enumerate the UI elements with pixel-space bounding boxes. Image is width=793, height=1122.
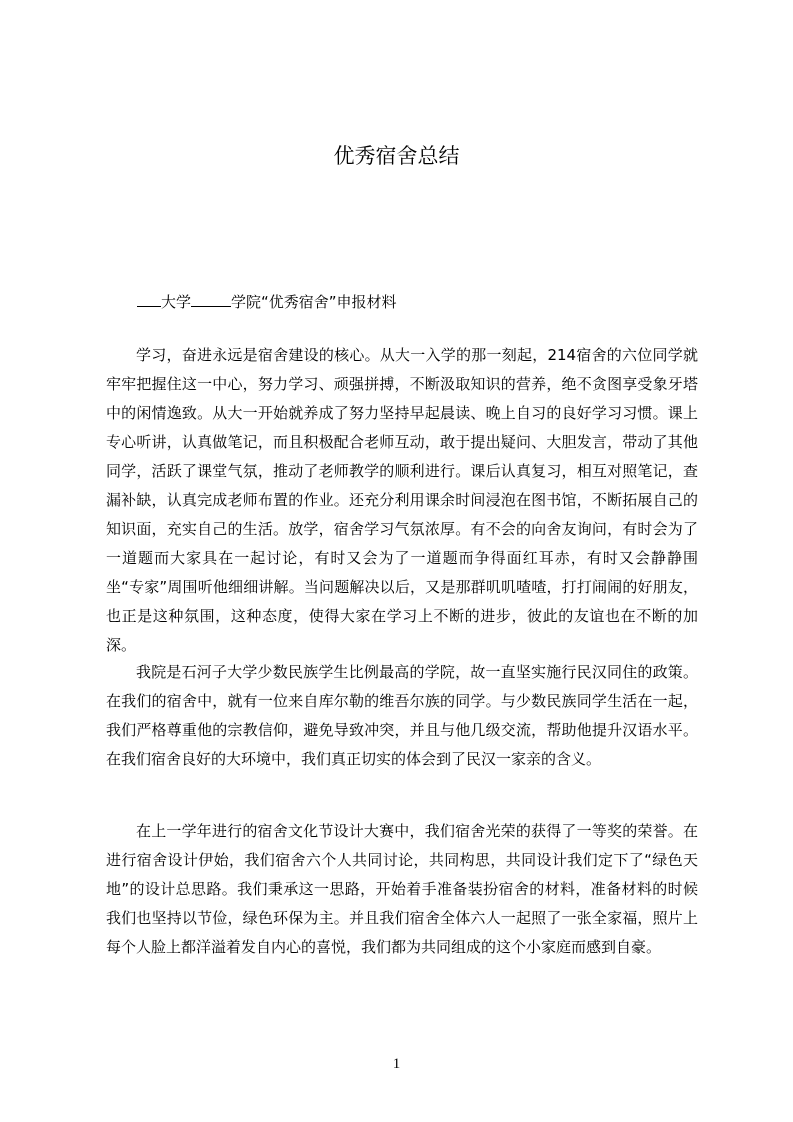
application-subtitle [137,288,397,315]
page-number: 1 [392,1056,401,1072]
paragraph-dorm-culture: 在上一学年进行的宿舍文化节设计大赛中，我们宿舍光荣的获得了一等奖的荣誉。在进行宿舍设计伊始，我们宿舍六个人共同讨论，共同构思，共同设计我们定下了“绿色天地”的设计总思路。我们秉承这一思路，开始着手准备装扮宿舍的材料，准备材料的时候我们也坚持以节俭，绿色环保为主。并且我们宿舍全体六人一起照了一张全家福，照片上每个人脸上都洋溢着发自内心的喜悦，我们都为共同组成的这个小家庭而感到自豪。 [106,822,698,956]
paragraph-study: 学习，奋进永远是宿舍建设的核心。从大一入学的那一刻起，214宿舍的六位同学就牢牢把握住这一中心，努力学习、顽强拼搏，不断汲取知识的营养，绝不贪图享受象牙塔中的闲情逸致。从大一开始就养成了努力坚持早起晨读、晚上自习的良好学习习惯。课上专心听讲，认真做笔记，而且积极配合老师互动，敢于提出疑问、大胆发言，带动了其他同学，活跃了课堂气氛，推动了老师教学的顺利进行。课后认真复习，相互对照笔记，查漏补缺，认真完成老师布置的作业。还充分利用课余时间浸泡在图书馆，不断拓展自己的知识面，充实自己的生活。放学，宿舍学习气氛浓厚。有不会的向舍友询问，有时会为了一道题而大家具在一起讨论，有时又会为了一道题而争得面红耳赤，有时又会静静围坐“专家”周围听他细细讲解。当问题解决以后，又是那群叽叽喳喳，打打闹闹的好朋友，也正是这种氛围，这种态度，使得大家在学习上不断的进步，彼此的友谊也在不断的加深。 [106,346,698,654]
subtitle-text-college: 学院“优秀宿舍”申报材料 [231,293,397,311]
subtitle-text-university: 大学 [161,293,192,311]
paragraph-ethnic-unity: 我院是石河子大学少数民族学生比例最高的学院，故一直坚实施行民汉同住的政策。在我们的宿舍中，就有一位来自库尔勒的维吾尔族的同学。与少数民族同学生活在一起，我们严格尊重他的宗教信仰，避免导致冲突，并且与他几级交流，帮助他提升汉语水平。在我们宿舍良好的大环境中，我们真正切实的体会到了民汉一家亲的含义。 [106,663,698,768]
fill-in-blank-university [137,288,161,307]
document-title: 优秀宿舍总结 [333,144,460,168]
fill-in-blank-college [191,288,231,307]
